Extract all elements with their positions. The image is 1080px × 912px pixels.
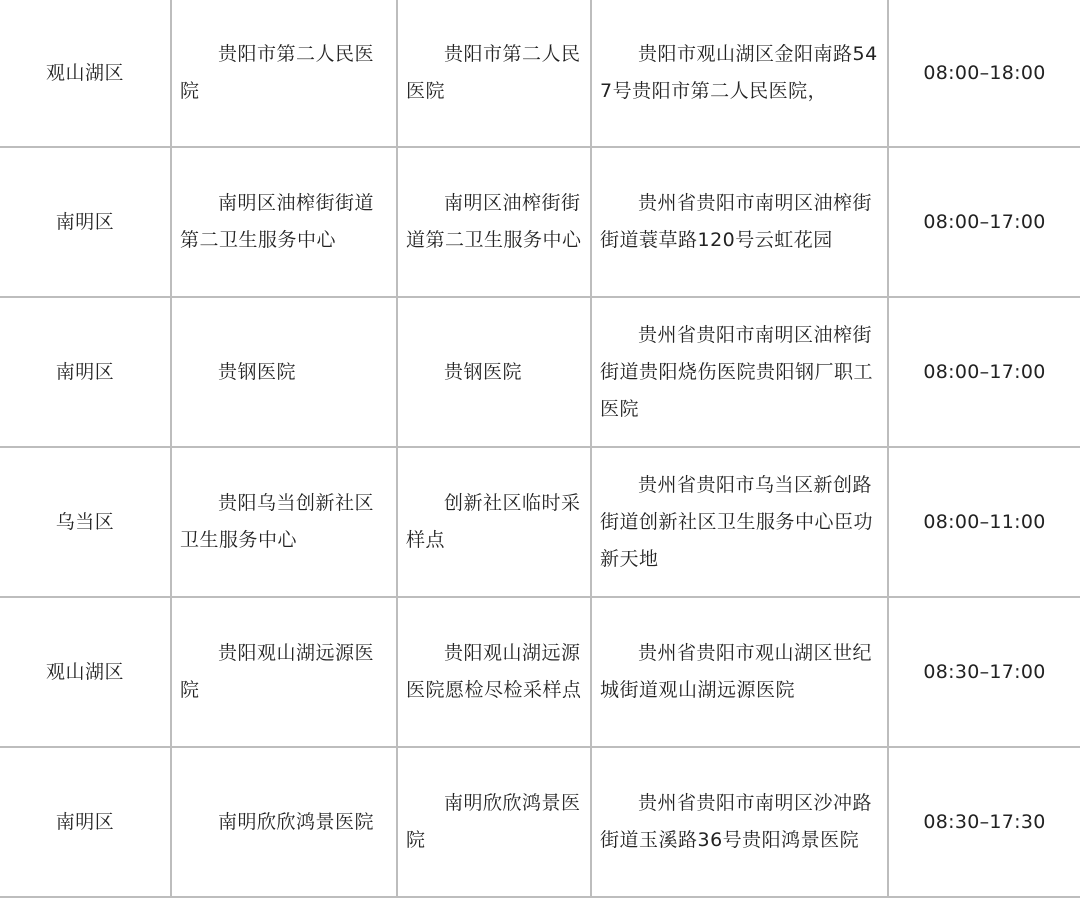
table-row — [0, 298, 1080, 448]
address-cell — [590, 448, 887, 596]
site-text: 南明区油榨街街道第二卫生服务中心 — [406, 192, 582, 251]
address-text: 贵阳市观山湖区金阳南路547号贵阳市第二人民医院， — [600, 43, 878, 102]
hours-cell — [887, 448, 1080, 596]
district-cell — [0, 298, 170, 446]
table-row — [0, 0, 1080, 148]
table-row — [0, 148, 1080, 298]
hours-cell — [887, 298, 1080, 446]
address-cell — [590, 598, 887, 746]
institution-text: 贵阳观山湖远源医院 — [180, 642, 375, 701]
district-text: 观山湖区 — [45, 61, 124, 84]
institution-text: 南明区油榨街街道第二卫生服务中心 — [180, 192, 375, 251]
address-text: 贵州省贵阳市南明区油榨街街道蓑草路120号云虹花园 — [600, 192, 873, 251]
address-cell — [590, 0, 887, 146]
institution-cell — [170, 148, 396, 296]
site-text: 贵钢医院 — [444, 360, 523, 383]
hours-text: 08:00–17:00 — [923, 360, 1046, 383]
institution-text: 贵钢医院 — [218, 360, 297, 383]
address-text: 贵州省贵阳市乌当区新创路街道创新社区卫生服务中心臣功新天地 — [600, 473, 874, 570]
district-text: 观山湖区 — [45, 660, 124, 683]
hours-text: 08:00–17:00 — [923, 210, 1046, 233]
institution-cell — [170, 298, 396, 446]
site-cell — [396, 748, 590, 896]
institution-cell — [170, 598, 396, 746]
institution-cell — [170, 748, 396, 896]
institution-cell — [170, 0, 396, 146]
table-row — [0, 598, 1080, 748]
hours-cell — [887, 748, 1080, 896]
site-cell — [396, 598, 590, 746]
address-text: 贵州省贵阳市南明区沙冲路街道玉溪路36号贵阳鸿景医院 — [600, 792, 873, 851]
address-cell — [590, 298, 887, 446]
site-cell — [396, 298, 590, 446]
institution-cell — [170, 448, 396, 596]
site-text: 创新社区临时采样点 — [406, 492, 581, 551]
address-text: 贵州省贵阳市南明区油榨街街道贵阳烧伤医院贵阳钢厂职工医院 — [600, 323, 874, 420]
hours-text: 08:00–18:00 — [923, 61, 1046, 84]
address-cell — [590, 148, 887, 296]
district-cell — [0, 148, 170, 296]
hours-cell — [887, 0, 1080, 146]
institution-text: 南明欣欣鸿景医院 — [218, 810, 375, 833]
address-cell — [590, 748, 887, 896]
address-text: 贵州省贵阳市观山湖区世纪城街道观山湖远源医院 — [600, 642, 873, 701]
district-text: 乌当区 — [55, 510, 115, 533]
district-text: 南明区 — [55, 810, 115, 833]
hours-cell — [887, 598, 1080, 746]
district-cell — [0, 748, 170, 896]
hours-text: 08:00–11:00 — [923, 510, 1046, 533]
district-cell — [0, 598, 170, 746]
site-cell — [396, 0, 590, 146]
district-cell — [0, 448, 170, 596]
table-row — [0, 748, 1080, 898]
hours-text: 08:30–17:30 — [923, 810, 1046, 833]
district-text: 南明区 — [55, 210, 115, 233]
hours-text: 08:30–17:00 — [923, 660, 1046, 683]
site-text: 贵阳观山湖远源医院愿检尽检采样点 — [406, 642, 582, 701]
site-cell — [396, 448, 590, 596]
district-cell — [0, 0, 170, 146]
site-text: 南明欣欣鸿景医院 — [406, 792, 581, 851]
table-row — [0, 448, 1080, 598]
hours-cell — [887, 148, 1080, 296]
institution-text: 贵阳市第二人民医院 — [180, 43, 375, 102]
institution-text: 贵阳乌当创新社区卫生服务中心 — [180, 492, 375, 551]
site-text: 贵阳市第二人民医院 — [406, 43, 581, 102]
site-cell — [396, 148, 590, 296]
district-text: 南明区 — [55, 360, 115, 383]
